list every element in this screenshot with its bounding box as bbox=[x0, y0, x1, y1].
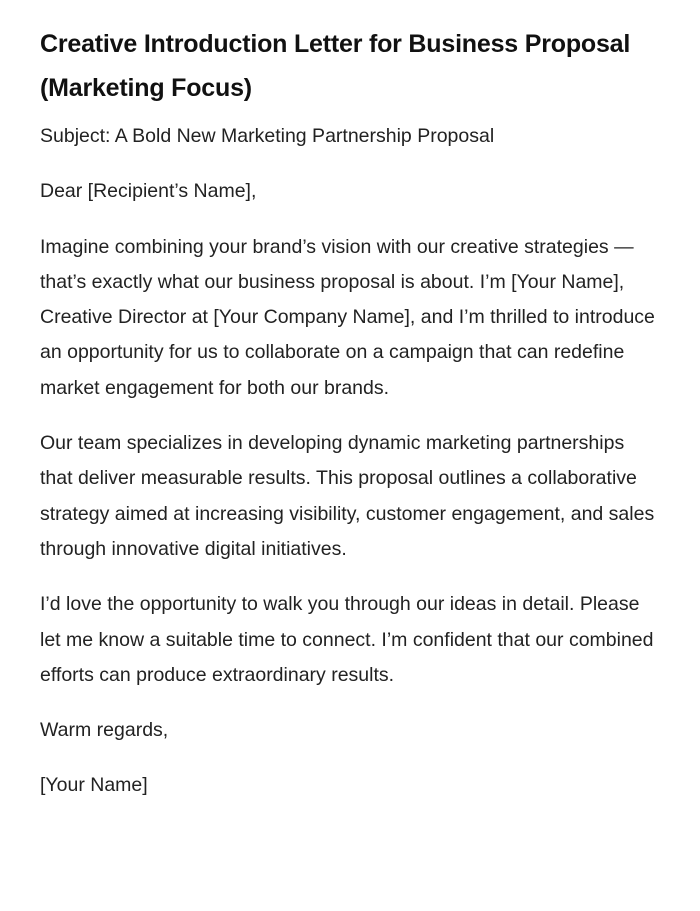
body-paragraph-team: Our team specializes in developing dynamic marketing partnerships that deliver measurable results. This proposal outlines a collaborative strategy aimed at increasing visibility, customer engagement, and sales through innovative digital initiatives. bbox=[40, 432, 655, 560]
body-paragraph-intro: Imagine combining your brand’s vision with our creative strategies — that’s exactly what our business proposal is about. I’m [Your Name], Creative Director at [Your Company Name], and I’m thrilled to introduce an opportunity for us to collaborate on a campaign that can redefine market engagement for both our brands. bbox=[40, 235, 655, 399]
subject-line: Subject: A Bold New Marketing Partnership Proposal bbox=[40, 125, 495, 147]
signature: [Your Name] bbox=[40, 774, 148, 797]
body-paragraph-request: I’d love the opportunity to walk you through our ideas in detail. Please let me know a suitable time to connect. I’m confident that our combined efforts can produce extraordinary results. bbox=[40, 593, 654, 686]
closing-line: Warm regards, bbox=[40, 719, 169, 742]
salutation: Dear [Recipient’s Name], bbox=[40, 180, 257, 203]
page-title: Creative Introduction Letter for Business Proposal (Marketing Focus) bbox=[40, 30, 631, 102]
